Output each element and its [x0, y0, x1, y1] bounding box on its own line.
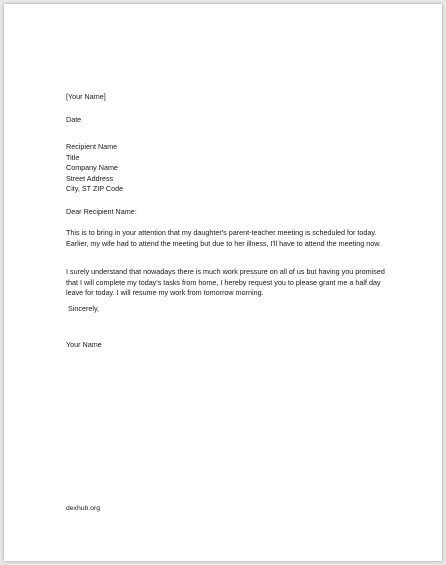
closing-text: Sincerely,	[68, 304, 100, 313]
paragraph-1-text: This is to bring in your attention that my daughter's parent-teacher meeting is scheduled for today. Earlier, my wife had to attend the meeting but due to her illness, I'll have to attend the meeting now.	[66, 228, 382, 248]
signature	[66, 340, 386, 351]
footer-source-text: dexhub.org	[66, 505, 101, 512]
salutation-text: Dear Recipient Name:	[66, 207, 137, 216]
sender-name	[66, 92, 386, 103]
closing	[68, 304, 388, 315]
recipient-city: City, ST ZIP Code	[66, 184, 124, 193]
recipient-street: Street Address	[66, 173, 114, 183]
salutation	[66, 207, 386, 218]
recipient-address	[66, 142, 386, 195]
signature-text: Your Name	[66, 340, 102, 349]
body-paragraph-1	[66, 228, 386, 249]
letter-date	[66, 115, 386, 126]
recipient-company: Company Name	[66, 163, 118, 172]
recipient-name: Recipient Name	[66, 142, 118, 151]
body-paragraph-2	[66, 267, 386, 299]
sender-name-text: [Your Name]	[66, 92, 106, 101]
paragraph-2-text: I surely understand that nowadays there is much work pressure on all of us but having you promised that I will complete my today's tasks from home, I hereby request you to please grant me a half day leave for today. I will resume my work from tomorrow morning.	[66, 267, 385, 297]
letter-page	[4, 4, 442, 561]
date-text: Date	[66, 115, 82, 124]
recipient-title: Title	[66, 152, 80, 162]
footer-source	[66, 504, 386, 515]
